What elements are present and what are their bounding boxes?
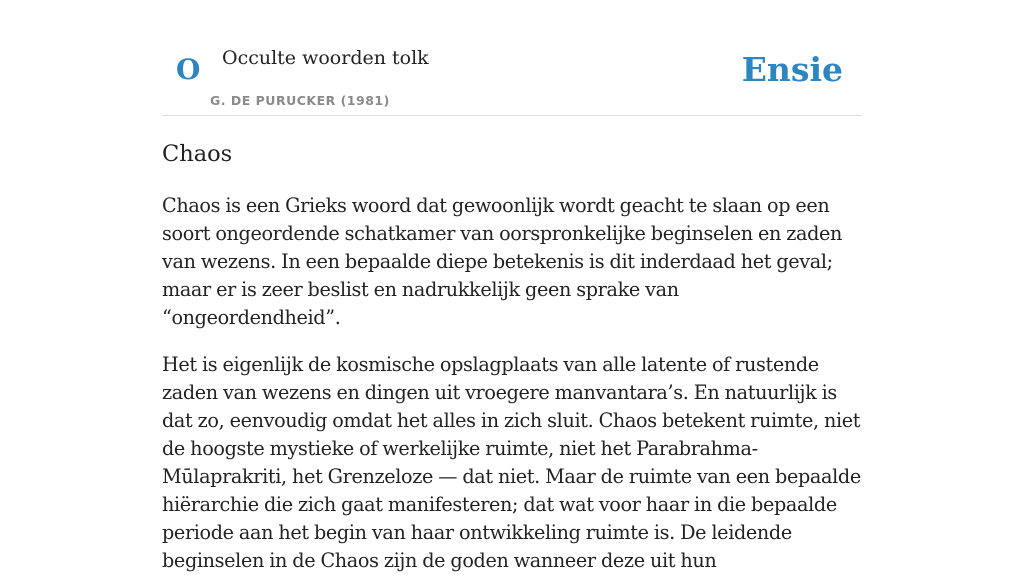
article-paragraph: Het is eigenlijk de kosmische opslagplaats van alle latente of rustende zaden van wezens en dingen uit vroegere manvantara’s. En natuurlijk is dat zo, eenvoudig omdat het alles in zich sluit. Chaos betekent ruimte, niet de hoogste mystieke of werkelijke ruimte, niet het Parabrahma-Mūlaprakriti, het Grenzeloze — dat niet. Maar de ruimte van een bepaalde hiërarchie die zich gaat manifesteren; dat wat voor haar in die bepaalde periode aan het begin van haar ontwikkeling ruimte is. De leidende beginselen in de Chaos zijn de goden wanneer deze uit hun	[162, 353, 861, 572]
article-title: Chaos	[162, 141, 233, 167]
book-initial-badge[interactable]: O	[176, 53, 201, 86]
book-title-link[interactable]: Occulte woorden tolk	[222, 47, 429, 69]
article	[162, 138, 862, 575]
book-author: G. DE PURUCKER (1981)	[210, 93, 390, 108]
brand-logo[interactable]: Ensie	[741, 50, 843, 89]
article-paragraph: Chaos is een Grieks woord dat gewoonlijk wordt geacht te slaan op een soort ongeordende schatkamer van oorspronkelijke beginselen en zaden van wezens. In een bepaalde diepe betekenis is dit inderdaad het geval; maar er is zeer beslist en nadrukkelijk geen sprake van “ongeordendheid”.	[162, 194, 843, 329]
book-header	[162, 0, 862, 116]
